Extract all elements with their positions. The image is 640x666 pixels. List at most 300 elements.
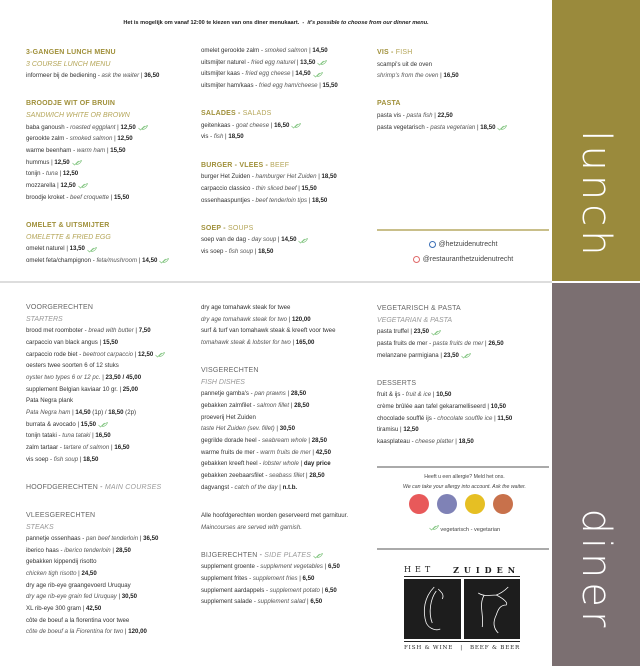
item-name-en: fried egg cheese	[245, 70, 291, 78]
lunch-column-3	[377, 47, 549, 150]
item-name: geitenkaas	[201, 121, 231, 129]
item-name-en: tartare of salmon	[63, 443, 110, 451]
item-name-en: smoked salmon	[264, 47, 308, 54]
item-name: scampi's uit de oven	[377, 60, 433, 68]
menu-section	[26, 482, 198, 494]
item-name: vis	[201, 133, 209, 141]
separator: -	[64, 193, 71, 201]
vegetarian-icon	[317, 59, 327, 65]
item-name-en: pasta vegetarian	[430, 123, 476, 131]
separator: |	[253, 248, 259, 256]
menu-item	[201, 400, 373, 412]
section-header	[201, 223, 373, 235]
separator: -	[400, 391, 406, 399]
item-name: ossenhaaspuntjes	[201, 196, 251, 204]
separator: |	[116, 593, 122, 601]
menu-section	[26, 47, 198, 82]
item-name: gegrilde dorade heel	[201, 437, 257, 445]
shell-icon	[409, 494, 429, 514]
vegetarian-icon	[298, 237, 308, 243]
section-header	[26, 220, 198, 232]
logo-word-1: HET	[404, 565, 435, 574]
item-name-en: Pata Negra ham	[26, 408, 71, 416]
item-price: 6,50	[327, 563, 340, 571]
item-name: pasta truffel	[377, 328, 409, 336]
separator: -	[431, 414, 438, 422]
item-name-en: ask the waiter	[101, 72, 140, 80]
item-name: supplement Belgian kaviaar 10 gr.	[26, 385, 118, 393]
separator: |	[109, 193, 114, 201]
item-name-en: taste Het Zuiden (sev. fillet)	[201, 425, 275, 433]
item-name: carpaccio rode biet	[26, 350, 78, 358]
item-price: 15,50	[80, 420, 97, 428]
separator: -	[427, 339, 433, 347]
separator: -	[80, 535, 86, 543]
vegetarian-icon	[291, 122, 301, 128]
section-title: VOORGERECHTEN	[26, 304, 94, 311]
separator: -	[257, 460, 263, 468]
section-title: 3-GANGEN LUNCH MENU	[26, 49, 116, 56]
item-price: 16,50	[443, 72, 459, 80]
logo-word-2: ZUIDEN	[453, 565, 520, 575]
price-note-2: (2p)	[123, 408, 136, 416]
separator: |	[297, 574, 303, 582]
item-name-en: Maincourses are served with garnish.	[201, 523, 302, 531]
dinner-label: diner	[573, 508, 619, 632]
dinner-column-1	[26, 302, 198, 655]
item-name-en: tuna	[46, 170, 58, 178]
section-title: VISGERECHTEN	[201, 367, 259, 375]
item-price: 13,50	[69, 245, 85, 253]
menu-item	[201, 470, 373, 482]
menu-item	[201, 195, 373, 207]
item-name-en: côte de boeuf a la Fiorentina for two	[26, 628, 124, 636]
item-price: 18,50	[458, 438, 474, 446]
menu-item	[26, 591, 198, 603]
item-name: dry age rib-eye graangevoerd Uruquay	[26, 581, 131, 589]
item-name: pasta vis	[377, 112, 402, 120]
section-title-en: SALADS	[242, 110, 272, 118]
section-title-en: SIDE PLATES	[264, 551, 312, 559]
item-price: 22,50	[437, 112, 453, 120]
item-name: melanzane parmigiana	[377, 351, 439, 359]
separator: |	[408, 328, 414, 336]
item-name-en: goat cheese	[235, 121, 270, 129]
menu-section	[377, 303, 549, 361]
separator: |	[109, 443, 115, 451]
facebook-link[interactable]	[377, 237, 549, 252]
menu-item	[201, 435, 373, 447]
menu-item	[201, 80, 373, 92]
section-title: HOOFDGERECHTEN -	[26, 483, 105, 491]
item-price: 28,50	[290, 390, 307, 398]
separator: |	[223, 133, 229, 141]
separator: |	[296, 184, 302, 192]
section-title: OMELET & UITSMIJTER	[26, 221, 110, 229]
item-price: 23,50 / 45,00	[105, 373, 142, 381]
item-name-en: oyster two types 6 or 12 pc.	[26, 373, 101, 381]
allergy-nl: Heeft u een allergie? Meld het ons.	[424, 474, 505, 480]
separator: |	[115, 123, 121, 131]
item-price: 7,50	[138, 327, 151, 335]
item-price: 18,50	[480, 123, 496, 131]
menu-item	[201, 447, 373, 459]
separator: -	[58, 546, 65, 554]
item-name: supplement aardappels	[201, 586, 265, 594]
section-title-en: BEEF	[270, 161, 290, 169]
logo-divider: |	[460, 645, 463, 651]
menu-section	[201, 223, 373, 258]
menu-item	[26, 133, 198, 145]
separator: |	[55, 182, 61, 190]
allergy-note	[377, 472, 552, 492]
separator: -	[82, 327, 89, 335]
menu-item	[26, 122, 198, 134]
item-price: 11,50	[497, 414, 513, 422]
item-name: mozzarella	[26, 182, 56, 190]
item-price: 18,50	[228, 133, 244, 141]
item-name: dagvangst	[201, 483, 230, 491]
menu-item	[26, 70, 198, 82]
menu-item	[26, 430, 198, 442]
separator: -	[263, 161, 271, 169]
menu-item	[26, 337, 198, 349]
item-price: 18,50	[83, 455, 99, 463]
item-name: uitsmijter ham/kaas	[201, 81, 254, 89]
item-name-en: hamburger Het Zuiden	[255, 173, 317, 181]
item-name-en: salmon fillet	[256, 402, 290, 410]
item-name-en: supplement potato	[269, 586, 320, 594]
menu-item	[26, 325, 198, 337]
vegetarian-icon	[138, 124, 148, 130]
separator: -	[247, 574, 253, 582]
dinner-column-2	[201, 302, 373, 624]
item-name-en: catch of the day	[234, 483, 278, 491]
separator: |	[290, 338, 296, 346]
item-name: vis soep	[26, 455, 49, 463]
separator: |	[295, 58, 301, 66]
item-name: kaasplateau	[377, 438, 410, 446]
separator: |	[307, 196, 313, 204]
menu-item	[201, 573, 373, 585]
section-header	[201, 365, 373, 377]
separator: -	[64, 123, 71, 131]
separator: |	[438, 72, 444, 80]
item-name-en: fried egg naturel	[251, 58, 296, 66]
menu-section	[201, 160, 373, 207]
separator: |	[485, 403, 491, 411]
social-links	[377, 237, 549, 267]
separator: |	[322, 563, 328, 571]
menu-item	[377, 413, 549, 425]
item-name: omelet naturel	[26, 245, 65, 253]
section-header	[377, 378, 549, 390]
item-name: XL rib-eye 300 gram	[26, 605, 81, 613]
separator: -	[230, 121, 236, 129]
separator: |	[431, 391, 437, 399]
item-name-en: tuna tataki	[62, 432, 91, 440]
item-price: 165,00	[295, 338, 315, 346]
menu-item	[201, 412, 373, 424]
facebook-icon	[429, 241, 436, 248]
menu-item	[201, 325, 373, 337]
separator: |	[78, 455, 84, 463]
item-name: supplement groente	[201, 563, 255, 571]
separator: -	[56, 432, 63, 440]
menu-item	[201, 120, 373, 132]
item-price: 13,50	[300, 58, 316, 66]
section-header	[201, 108, 373, 120]
veg-legend	[377, 525, 552, 533]
menu-item	[201, 234, 373, 246]
separator: |	[307, 47, 313, 54]
separator: |	[492, 414, 498, 422]
item-name: crème brûlée aan tafel gekaramelliseerd	[377, 403, 486, 411]
vegetarian-icon	[461, 352, 471, 358]
separator: |	[70, 408, 76, 416]
item-name-en: lobster whole	[263, 460, 299, 468]
notice: Het is mogelijk om vanaf 12:00 te kiezen van ons diner menukaart. - it's possible to choose from our dinner menu.	[123, 20, 429, 26]
instagram-icon	[413, 256, 420, 263]
item-price: 12,50	[117, 135, 133, 143]
item-name: omelet gerookte zalm	[201, 47, 260, 54]
item-name: burger Het Zuiden	[201, 173, 251, 181]
section-title: BROODJE WIT OF BRUIN	[26, 100, 116, 108]
menu-item	[377, 70, 549, 82]
item-name: uitsmijter naturel	[201, 58, 246, 66]
item-name: supplement frites	[201, 574, 248, 582]
vegetarian-icon	[87, 246, 97, 252]
item-name-en: pasta fish	[406, 112, 433, 120]
item-name: brood met roomboter	[26, 327, 83, 335]
menu-item	[201, 246, 373, 258]
item-name: proeverij Het Zuiden	[201, 413, 256, 421]
menu-section	[377, 378, 549, 448]
section-header	[26, 302, 198, 314]
item-name-en: beetroot carpaccio	[82, 350, 134, 358]
lunch-label: lunch	[573, 130, 619, 260]
grain-icon	[465, 494, 485, 514]
menu-section	[201, 45, 373, 92]
vegetarian-icon	[72, 159, 82, 165]
separator: -	[40, 170, 46, 178]
section-header	[26, 510, 198, 522]
notice-en: it's possible to choose from our dinner menu.	[307, 20, 429, 26]
menu-item	[26, 615, 198, 627]
separator: |	[319, 586, 325, 594]
item-name-en: warm fruits de mer	[260, 448, 311, 456]
item-price-2: 18,50	[108, 408, 124, 416]
separator: -	[221, 224, 228, 232]
section-subtitle: STARTERS	[26, 315, 63, 323]
menu-section	[201, 510, 373, 533]
item-name: broodje kroket	[26, 193, 65, 201]
menu-item	[201, 171, 373, 183]
price-note: (1p) /	[90, 408, 109, 416]
separator: |	[133, 327, 139, 335]
item-price: 24,50	[81, 570, 97, 578]
separator: |	[80, 605, 86, 613]
item-price: 12,50	[60, 182, 76, 190]
menu-item	[26, 533, 198, 545]
item-name-en: supplement vegetables	[260, 563, 323, 571]
separator: -	[256, 437, 262, 445]
separator: -	[424, 123, 431, 131]
allergen-icons	[409, 494, 513, 514]
menu-item	[26, 255, 198, 267]
item-name: vis soep	[201, 248, 224, 256]
item-name-en: fruit & ice	[405, 391, 432, 399]
item-name-en: day soup	[251, 236, 277, 244]
menu-item	[26, 145, 198, 157]
item-price: 15,50	[322, 81, 338, 89]
separator: |	[269, 121, 275, 129]
item-price: 12,50	[54, 158, 70, 166]
item-price: 28,50	[294, 402, 310, 410]
item-price: 23,50	[443, 351, 459, 359]
separator: -	[250, 196, 256, 204]
separator: -	[409, 438, 416, 446]
instagram-link[interactable]	[377, 252, 549, 267]
separator: -	[245, 58, 252, 66]
item-name-en: fish soup	[228, 248, 254, 256]
menu-item	[201, 131, 373, 143]
separator: |	[276, 236, 282, 244]
menu-item	[26, 603, 198, 615]
item-name: chocolade soufflé ijs	[377, 414, 432, 422]
separator: |	[316, 173, 322, 181]
social-rule	[377, 229, 549, 231]
menu-section	[377, 47, 549, 82]
section-subtitle: OMELETTE & FRIED EGG	[26, 233, 111, 241]
item-name-en: supplement fries	[252, 574, 298, 582]
item-name: supplement salade	[201, 598, 253, 606]
separator: |	[112, 135, 118, 143]
item-name-en: warm ham	[76, 147, 106, 155]
facebook-handle: @hetzuidenutrecht	[438, 241, 498, 248]
separator: -	[251, 402, 257, 410]
menu-section	[201, 108, 373, 143]
allergy-rule-top	[377, 466, 549, 468]
menu-item	[26, 180, 198, 192]
item-name-en: cheese platter	[415, 438, 454, 446]
item-price: 23,50	[413, 328, 429, 336]
separator: -	[239, 70, 246, 78]
menu-item	[201, 302, 373, 314]
item-name: pasta vegetarisch	[377, 123, 425, 131]
item-name: informeer bij de bediening	[26, 72, 97, 80]
item-price: 15,50	[114, 193, 130, 201]
item-name-en: chocolate souffle ice	[437, 414, 493, 422]
item-name: carpaccio van black angus	[26, 338, 98, 346]
item-price: 120,00	[128, 628, 147, 636]
menu-item	[377, 110, 549, 122]
item-name: pannetje ossenhaas	[26, 535, 81, 543]
menu-item	[26, 349, 198, 361]
item-price: 28,50	[115, 546, 131, 554]
separator: |	[317, 81, 323, 89]
separator: -	[263, 472, 270, 480]
item-name-en: dry age rib-eye grain fed Uruquay	[26, 593, 117, 601]
item-price: 36,50	[144, 72, 160, 80]
menu-item	[201, 57, 373, 69]
menu-section	[201, 302, 373, 349]
veg-icon	[429, 527, 439, 533]
menu-item	[26, 568, 198, 580]
menu-item	[201, 585, 373, 597]
separator: -	[229, 483, 235, 491]
separator: |	[285, 390, 291, 398]
section-title: VLEESGERECHTEN	[26, 511, 96, 519]
item-name-en: tomahawk steak & lobster for two	[201, 338, 291, 346]
separator: |	[304, 472, 310, 480]
menu-section	[26, 510, 198, 638]
menu-section	[201, 550, 373, 608]
menu-item	[26, 442, 198, 454]
separator: |	[139, 72, 145, 80]
item-name: gebakken zeebaarsfilet	[201, 472, 264, 480]
item-price: 18,50	[258, 248, 274, 256]
item-name-en: fish soup	[53, 455, 79, 463]
menu-item	[201, 510, 373, 522]
section-title: BURGER - VLEES	[201, 161, 264, 169]
item-name-en: beef tenderloin tips	[255, 196, 308, 204]
item-price: 15,50	[301, 184, 317, 192]
item-name: iberico haas	[26, 546, 59, 554]
item-price: 10,50	[436, 391, 452, 399]
item-name: gebakken kreeft heel	[201, 460, 258, 468]
item-name: dry age tomahawk steak for twee	[201, 304, 291, 311]
menu-item	[26, 243, 198, 255]
section-header	[377, 47, 549, 59]
item-price: 28,50	[309, 472, 325, 480]
menu-item	[377, 59, 549, 71]
separator: |	[137, 256, 143, 264]
separator: |	[438, 351, 444, 359]
item-name-en: pasta fruits de mer	[432, 339, 484, 347]
item-name-en: seabass fillet	[269, 472, 305, 480]
separator: |	[138, 535, 144, 543]
menu-item	[377, 436, 549, 448]
menu-item	[26, 580, 198, 592]
separator: |	[289, 402, 295, 410]
item-name: gebakken zalmfilet	[201, 402, 252, 410]
separator: -	[248, 390, 255, 398]
separator: |	[398, 426, 404, 434]
menu-item	[26, 556, 198, 568]
section-title-en: SOUPS	[227, 224, 254, 232]
separator: -	[401, 112, 407, 120]
item-price: 30,50	[121, 593, 138, 601]
item-price: 14,50	[312, 47, 328, 54]
section-subtitle: STEAKS	[26, 523, 54, 531]
section-header	[26, 98, 198, 110]
item-name: Pata Negra plank	[26, 397, 74, 405]
vegetarian-icon	[98, 421, 108, 427]
vegetarian-icon	[78, 182, 88, 188]
section-subtitle: FISH DISHES	[201, 378, 245, 386]
separator: |	[310, 448, 316, 456]
logo-beef-beer: BEEF & BEER	[470, 645, 520, 651]
separator: -	[254, 563, 261, 571]
section-title: PASTA	[377, 100, 401, 108]
item-name: côte de boeuf a la florentina voor twee	[26, 616, 130, 624]
menu-item	[201, 596, 373, 608]
veg-legend-text: vegetarisch - vegetarian	[440, 527, 501, 533]
item-name: carpaccio classico	[201, 184, 251, 192]
item-name: pannetje gamba's	[201, 390, 249, 398]
separator: |	[75, 420, 81, 428]
